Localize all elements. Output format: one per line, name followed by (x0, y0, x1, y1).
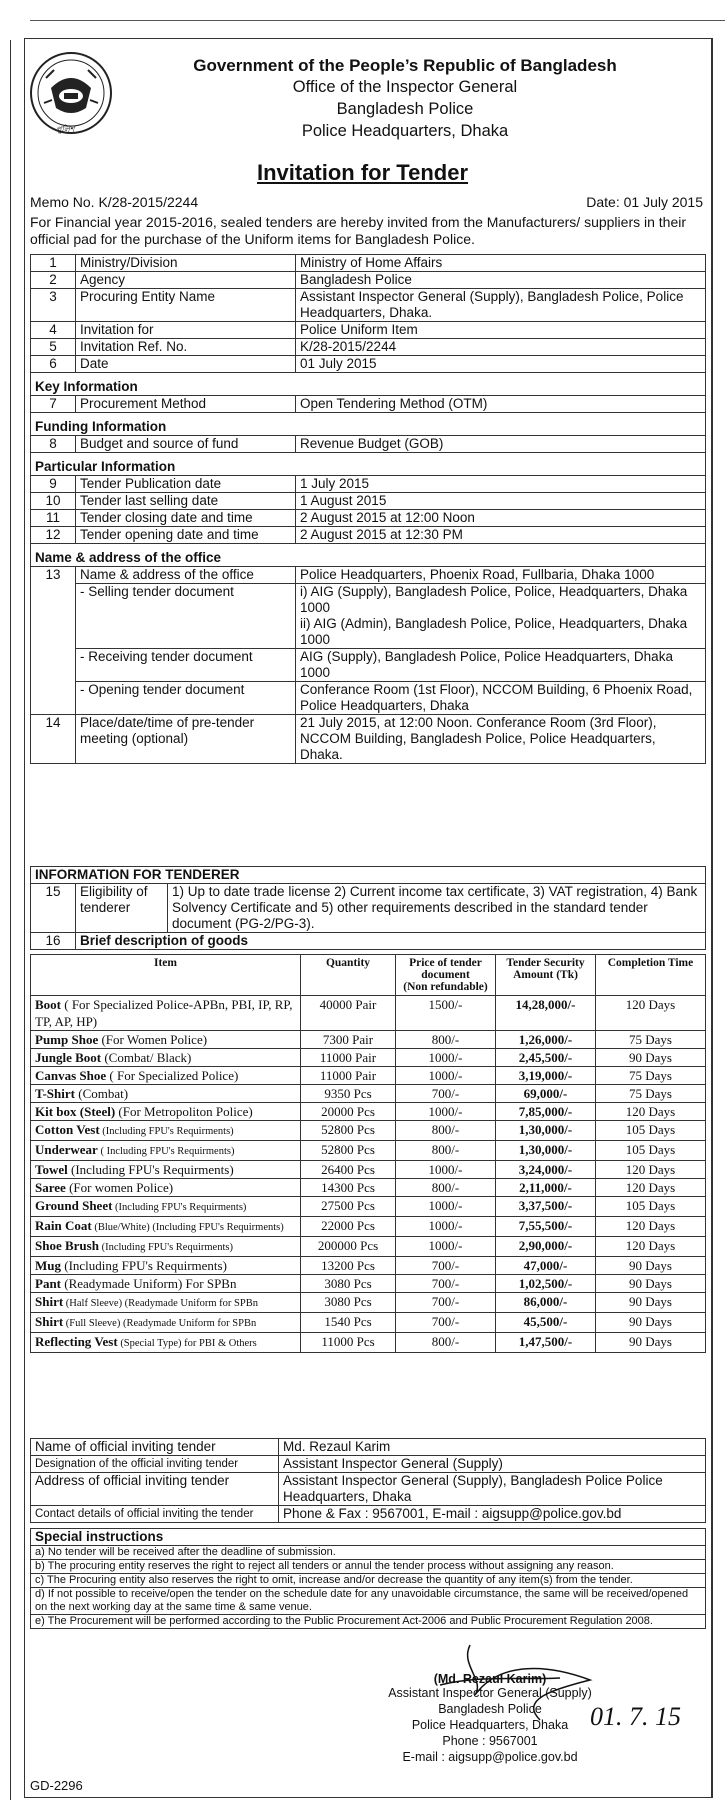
official-label: Designation of the official inviting tender (31, 1456, 279, 1473)
row-number: 1 (31, 255, 76, 272)
row-number: 14 (31, 715, 76, 764)
goods-price: 800/- (396, 1121, 496, 1141)
goods-quantity: 11000 Pcs (301, 1333, 396, 1353)
goods-completion: 90 Days (596, 1313, 706, 1333)
goods-item (31, 1313, 301, 1333)
row-value: 2 August 2015 at 12:30 PM (296, 527, 706, 544)
table-row (31, 1506, 706, 1523)
table-row (31, 1161, 706, 1179)
row-value: AIG (Supply), Bangladesh Police, Police Headquarters, Dhaka 1000 (296, 649, 706, 682)
row-label: Agency (76, 272, 296, 289)
table-row (31, 1197, 706, 1217)
goods-item-name: Shirt (35, 1294, 64, 1309)
table-row (31, 649, 706, 682)
goods-completion: 90 Days (596, 1049, 706, 1067)
goods-quantity: 13200 Pcs (301, 1257, 396, 1275)
row-label: Budget and source of fund (76, 436, 296, 453)
tenderer-info-table (30, 866, 706, 950)
row-label: Procuring Entity Name (76, 289, 296, 322)
row-number: 15 (31, 884, 76, 933)
goods-item (31, 1275, 301, 1293)
table-row (31, 356, 706, 373)
row-number: 5 (31, 339, 76, 356)
goods-item-name: Towel (35, 1162, 68, 1177)
row-value: 1 July 2015 (296, 476, 706, 493)
table-row (31, 510, 706, 527)
goods-item (31, 1257, 301, 1275)
goods-completion: 90 Days (596, 1257, 706, 1275)
col-item: Item (31, 955, 301, 996)
goods-security: 2,45,500/- (496, 1049, 596, 1067)
goods-completion: 105 Days (596, 1121, 706, 1141)
goods-item-name: Ground Sheet (35, 1198, 113, 1213)
row-value: K/28-2015/2244 (296, 339, 706, 356)
goods-item-desc: ( Including FPU's Requirments) (97, 1146, 235, 1157)
intro-paragraph: For Financial year 2015-2016, sealed tenders are hereby invited from the Manufacturers/ suppliers in their official pad for the purchase of the Uniform items for Bangladesh Police. (30, 214, 687, 247)
goods-item-desc: (Combat/ Black) (101, 1050, 192, 1065)
official-value: Phone & Fax : 9567001, E-mail : aigsupp@police.gov.bd (279, 1506, 706, 1523)
col-price (396, 955, 496, 996)
row-value: 21 July 2015, at 12:00 Noon. Conferance Room (3rd Floor), NCCOM Building, Bangladesh Police, Police Headquarters, Dhaka. (296, 715, 706, 764)
goods-item (31, 1197, 301, 1217)
row-label: Procurement Method (76, 396, 296, 413)
goods-price: 700/- (396, 1257, 496, 1275)
goods-item (31, 1293, 301, 1313)
row-number: 10 (31, 493, 76, 510)
goods-price: 700/- (396, 1085, 496, 1103)
goods-quantity: 200000 Pcs (301, 1237, 396, 1257)
row-number: 8 (31, 436, 76, 453)
row-label: Tender Publication date (76, 476, 296, 493)
goods-security: 7,55,500/- (496, 1217, 596, 1237)
table-row (31, 493, 706, 510)
signatory-location: Police Headquarters, Dhaka (411, 1718, 569, 1732)
table-row (31, 1031, 706, 1049)
row-label: - Opening tender document (76, 682, 296, 715)
goods-table (30, 954, 706, 1353)
col-completion: Completion Time (596, 955, 706, 996)
table-row (31, 1179, 706, 1197)
memo-number: Memo No. K/28-2015/2244 (30, 194, 199, 210)
goods-price: 1000/- (396, 1161, 496, 1179)
special-instruction: c) The Procuring entity also reserves the right to omit, increase and/or decrease the quantity of any item(s) from the tender. (31, 1574, 706, 1588)
goods-quantity: 7300 Pair (301, 1031, 396, 1049)
goods-item-name: Rain Coat (35, 1218, 92, 1233)
table-row (31, 1257, 706, 1275)
row-value: Police Uniform Item (296, 322, 706, 339)
table-row (31, 322, 706, 339)
list-item (31, 1560, 706, 1574)
row-label: Place/date/time of pre-tender meeting (optional) (76, 715, 296, 764)
goods-price: 800/- (396, 1179, 496, 1197)
goods-security: 2,11,000/- (496, 1179, 596, 1197)
seal-text: পুলিশ (56, 125, 75, 134)
official-table (30, 1438, 706, 1523)
official-label: Name of official inviting tender (31, 1439, 279, 1456)
goods-item (31, 1103, 301, 1121)
table-row (31, 1275, 706, 1293)
goods-price: 1000/- (396, 1103, 496, 1121)
goods-item-desc: ( For Specialized Police) (106, 1068, 239, 1083)
goods-price: 1500/- (396, 996, 496, 1031)
goods-item-name: T-Shirt (35, 1086, 75, 1101)
header-agency: Bangladesh Police (336, 100, 474, 118)
goods-price: 800/- (396, 1141, 496, 1161)
official-value: Assistant Inspector General (Supply) (279, 1456, 706, 1473)
list-item (31, 1615, 706, 1629)
goods-price: 1000/- (396, 1197, 496, 1217)
goods-item (31, 1333, 301, 1353)
row-value: 1 August 2015 (296, 493, 706, 510)
goods-item (31, 1141, 301, 1161)
goods-item-desc: (Readymade Uniform) For SPBn (61, 1276, 237, 1291)
goods-quantity: 40000 Pair (301, 996, 396, 1031)
goods-quantity: 3080 Pcs (301, 1293, 396, 1313)
goods-item-name: Pant (35, 1276, 61, 1291)
goods-item (31, 1161, 301, 1179)
list-item (31, 1588, 706, 1615)
special-instructions-title: Special instructions (31, 1529, 706, 1546)
goods-security: 2,90,000/- (496, 1237, 596, 1257)
goods-security: 86,000/- (496, 1293, 596, 1313)
list-item (31, 1574, 706, 1588)
goods-quantity: 26400 Pcs (301, 1161, 396, 1179)
goods-item-desc: ( For Specialized Police-APBn, PBI, IP, RP, TP, AP, HP) (35, 997, 293, 1029)
goods-security: 1,47,500/- (496, 1333, 596, 1353)
row-number: 4 (31, 322, 76, 339)
goods-price: 700/- (396, 1293, 496, 1313)
goods-quantity: 20000 Pcs (301, 1103, 396, 1121)
top-rule (30, 20, 725, 21)
goods-price: 1000/- (396, 1067, 496, 1085)
row-label: Ministry/Division (76, 255, 296, 272)
goods-security: 3,19,000/- (496, 1067, 596, 1085)
goods-item (31, 1179, 301, 1197)
goods-quantity: 22000 Pcs (301, 1217, 396, 1237)
table-row (31, 1293, 706, 1313)
list-item (31, 1546, 706, 1560)
table-row (31, 272, 706, 289)
special-instructions-table (30, 1528, 706, 1629)
row-label: Name & address of the office (76, 567, 296, 584)
row-value: Assistant Inspector General (Supply), Bangladesh Police, Police Headquarters, Dhaka. (296, 289, 706, 322)
goods-quantity: 11000 Pair (301, 1049, 396, 1067)
goods-item-name: Boot (35, 997, 61, 1012)
goods-item-desc: (Half Sleeve) (Readymade Uniform for SPBn (63, 1298, 258, 1309)
row-number: 3 (31, 289, 76, 322)
goods-price: 1000/- (396, 1237, 496, 1257)
row-label: Invitation Ref. No. (76, 339, 296, 356)
table-row (31, 1217, 706, 1237)
signatory-agency: Bangladesh Police (438, 1702, 542, 1716)
goods-completion: 120 Days (596, 1179, 706, 1197)
goods-security: 1,02,500/- (496, 1275, 596, 1293)
goods-completion: 120 Days (596, 1217, 706, 1237)
row-value: Conferance Room (1st Floor), NCCOM Building, 6 Phoenix Road, Police Headquarters, Dhaka (296, 682, 706, 715)
goods-item (31, 1085, 301, 1103)
section-key-info: Key Information (31, 373, 706, 396)
row-number: 2 (31, 272, 76, 289)
goods-item-desc: (Including FPU's Requirments) (98, 1242, 233, 1253)
goods-item-desc: (Including FPU's Requirments) (112, 1202, 247, 1213)
signatory-designation: Assistant Inspector General (Supply) (388, 1686, 592, 1700)
col-price-note: (Non refundable) (403, 981, 488, 993)
goods-item-desc: (For women Police) (65, 1180, 174, 1195)
goods-quantity: 1540 Pcs (301, 1313, 396, 1333)
goods-item-desc: (Including FPU's Requirments) (67, 1162, 234, 1177)
row-label: Tender last selling date (76, 493, 296, 510)
goods-quantity: 52800 Pcs (301, 1141, 396, 1161)
table-row (31, 1141, 706, 1161)
table-row (31, 289, 706, 322)
goods-completion: 120 Days (596, 1103, 706, 1121)
row-number: 6 (31, 356, 76, 373)
page-title: Invitation for Tender (256, 160, 469, 185)
table-row (31, 436, 706, 453)
table-row (31, 933, 706, 950)
row-label: Eligibility of tenderer (76, 884, 168, 933)
goods-item (31, 1121, 301, 1141)
goods-completion: 90 Days (596, 1275, 706, 1293)
goods-completion: 105 Days (596, 1197, 706, 1217)
col-quantity: Quantity (301, 955, 396, 996)
tender-info-table (30, 254, 706, 764)
header-office: Office of the Inspector General (292, 78, 518, 96)
table-row (31, 1121, 706, 1141)
row-number: 11 (31, 510, 76, 527)
official-value: Assistant Inspector General (Supply), Bangladesh Police Police Headquarters, Dhaka (279, 1473, 706, 1506)
table-row (31, 1473, 706, 1506)
signatory-phone: Phone : 9567001 (442, 1734, 538, 1748)
row-label: Invitation for (76, 322, 296, 339)
goods-item-name: Reflecting Vest (35, 1334, 118, 1349)
table-row (31, 715, 706, 764)
row-value: ii) AIG (Admin), Bangladesh Police, Police, Headquarters, Dhaka 1000 (300, 616, 688, 647)
goods-security: 45,500/- (496, 1313, 596, 1333)
goods-security: 1,26,000/- (496, 1031, 596, 1049)
table-row (31, 1313, 706, 1333)
row-number: 16 (31, 933, 76, 950)
special-instruction: a) No tender will be received after the deadline of submission. (31, 1546, 706, 1560)
goods-completion: 90 Days (596, 1293, 706, 1313)
row-value: 2 August 2015 at 12:00 Noon (296, 510, 706, 527)
goods-security: 47,000/- (496, 1257, 596, 1275)
row-label: Date (76, 356, 296, 373)
goods-security: 7,85,000/- (496, 1103, 596, 1121)
row-number: 7 (31, 396, 76, 413)
table-row (31, 476, 706, 493)
goods-item-name: Canvas Shoe (35, 1068, 107, 1083)
header-location: Police Headquarters, Dhaka (301, 122, 509, 140)
goods-security: 1,30,000/- (496, 1121, 596, 1141)
goods-item-desc: (For Women Police) (98, 1032, 208, 1047)
table-row (31, 567, 706, 584)
goods-item-desc: (Combat) (74, 1086, 129, 1101)
signatory-name: (Md. Rezaul Karim) (433, 1672, 547, 1686)
row-value: Police Headquarters, Phoenix Road, Fullbaria, Dhaka 1000 (296, 567, 706, 584)
goods-completion: 75 Days (596, 1085, 706, 1103)
goods-item-desc: (For Metropoliton Police) (115, 1104, 253, 1119)
row-label: - Selling tender document (76, 584, 296, 649)
goods-item-name: Underwear (35, 1142, 98, 1157)
table-row (31, 1333, 706, 1353)
goods-item-name: Kit box (Steel) (35, 1104, 116, 1119)
official-label: Address of official inviting tender (31, 1473, 279, 1506)
goods-price: 700/- (396, 1275, 496, 1293)
row-label: - Receiving tender document (76, 649, 296, 682)
row-value: 1) Up to date trade license 2) Current income tax certificate, 3) VAT registration, 4) Bank Solvency Certificate and 5) other requirements described in the standard tender document (PG-2/PG-3). (168, 884, 706, 933)
goods-item-name: Pump Shoe (35, 1032, 99, 1047)
table-row (31, 1049, 706, 1067)
row-label: Tender opening date and time (76, 527, 296, 544)
section-particular-info: Particular Information (31, 453, 706, 476)
section-funding-info: Funding Information (31, 413, 706, 436)
goods-quantity: 3080 Pcs (301, 1275, 396, 1293)
goods-quantity: 9350 Pcs (301, 1085, 396, 1103)
page-edge (0, 40, 11, 1800)
table-row (31, 339, 706, 356)
special-instruction: b) The procuring entity reserves the right to reject all tenders or annul the tender process without assigning any reason. (31, 1560, 706, 1574)
memo-date: Date: 01 July 2015 (586, 194, 703, 210)
signatory-email: E-mail : aigsupp@police.gov.bd (402, 1750, 578, 1764)
table-row (31, 396, 706, 413)
row-value: Bangladesh Police (296, 272, 706, 289)
goods-quantity: 11000 Pair (301, 1067, 396, 1085)
footer-code: GD-2296 (30, 1778, 83, 1793)
header-government: Government of the People’s Republic of Bangladesh (193, 56, 617, 75)
table-row (31, 1103, 706, 1121)
goods-completion: 120 Days (596, 996, 706, 1031)
table-row (31, 1085, 706, 1103)
goods-item-desc: (Special Type) for PBI & Others (117, 1338, 257, 1349)
row-value: Open Tendering Method (OTM) (296, 396, 706, 413)
table-row (31, 527, 706, 544)
special-instruction: e) The Procurement will be performed according to the Public Procurement Act-2006 and Public Procurement Regulation 2008. (31, 1615, 706, 1629)
goods-security: 1,30,000/- (496, 1141, 596, 1161)
goods-item-desc: (Blue/White) (Including FPU's Requirments) (91, 1222, 284, 1233)
table-row (31, 1456, 706, 1473)
goods-item-desc: (Full Sleeve) (Readymade Uniform for SPBn (63, 1318, 257, 1329)
goods-security: 69,000/- (496, 1085, 596, 1103)
goods-item (31, 1217, 301, 1237)
goods-item-name: Jungle Boot (35, 1050, 102, 1065)
goods-item-name: Mug (35, 1258, 61, 1273)
section-office-info: Name & address of the office (31, 544, 706, 567)
table-row (31, 682, 706, 715)
col-price-label: Price of tender document (409, 957, 482, 981)
goods-item-name: Saree (35, 1180, 66, 1195)
goods-item (31, 996, 301, 1031)
goods-item-name: Shirt (35, 1314, 64, 1329)
goods-completion: 105 Days (596, 1141, 706, 1161)
section-tenderer-info: INFORMATION FOR TENDERER (31, 867, 706, 884)
goods-price: 1000/- (396, 1217, 496, 1237)
handwritten-date: 01. 7. 15 (590, 1702, 681, 1731)
goods-item-desc: (Including FPU's Requirments) (61, 1258, 227, 1273)
goods-completion: 75 Days (596, 1067, 706, 1085)
goods-item (31, 1067, 301, 1085)
row-label: Tender closing date and time (76, 510, 296, 527)
row-value: Ministry of Home Affairs (296, 255, 706, 272)
goods-item-desc: (Including FPU's Requirments) (99, 1126, 234, 1137)
row-number: 9 (31, 476, 76, 493)
goods-completion: 120 Days (596, 1237, 706, 1257)
goods-item-name: Shoe Brush (35, 1238, 99, 1253)
goods-price: 700/- (396, 1313, 496, 1333)
table-row (31, 1067, 706, 1085)
goods-item (31, 1049, 301, 1067)
goods-security: 3,37,500/- (496, 1197, 596, 1217)
goods-item-name: Cotton Vest (35, 1122, 100, 1137)
col-security: Tender Security Amount (Tk) (496, 955, 596, 996)
row-value: i) AIG (Supply), Bangladesh Police, Police, Headquarters, Dhaka 1000 (300, 584, 688, 615)
goods-completion: 120 Days (596, 1161, 706, 1179)
row-label: Brief description of goods (76, 933, 706, 950)
row-number: 12 (31, 527, 76, 544)
goods-price: 1000/- (396, 1049, 496, 1067)
goods-price: 800/- (396, 1031, 496, 1049)
table-row (31, 1237, 706, 1257)
table-row (31, 996, 706, 1031)
goods-price: 800/- (396, 1333, 496, 1353)
goods-security: 14,28,000/- (496, 996, 596, 1031)
table-row (31, 1439, 706, 1456)
goods-completion: 90 Days (596, 1333, 706, 1353)
row-value: 01 July 2015 (296, 356, 706, 373)
official-label: Contact details of official inviting the tender (31, 1506, 279, 1523)
table-row (31, 255, 706, 272)
goods-item (31, 1031, 301, 1049)
goods-quantity: 27500 Pcs (301, 1197, 396, 1217)
table-row (31, 884, 706, 933)
goods-quantity: 52800 Pcs (301, 1121, 396, 1141)
goods-item (31, 1237, 301, 1257)
row-value: Revenue Budget (GOB) (296, 436, 706, 453)
table-row (31, 584, 706, 649)
goods-completion: 75 Days (596, 1031, 706, 1049)
special-instruction: d) If not possible to receive/open the tender on the schedule date for any unavoidable circumstance, the same will be received/opened on the next working day at the same time & same venue. (31, 1588, 706, 1615)
goods-security: 3,24,000/- (496, 1161, 596, 1179)
row-number: 13 (31, 567, 76, 715)
goods-quantity: 14300 Pcs (301, 1179, 396, 1197)
official-value: Md. Rezaul Karim (279, 1439, 706, 1456)
